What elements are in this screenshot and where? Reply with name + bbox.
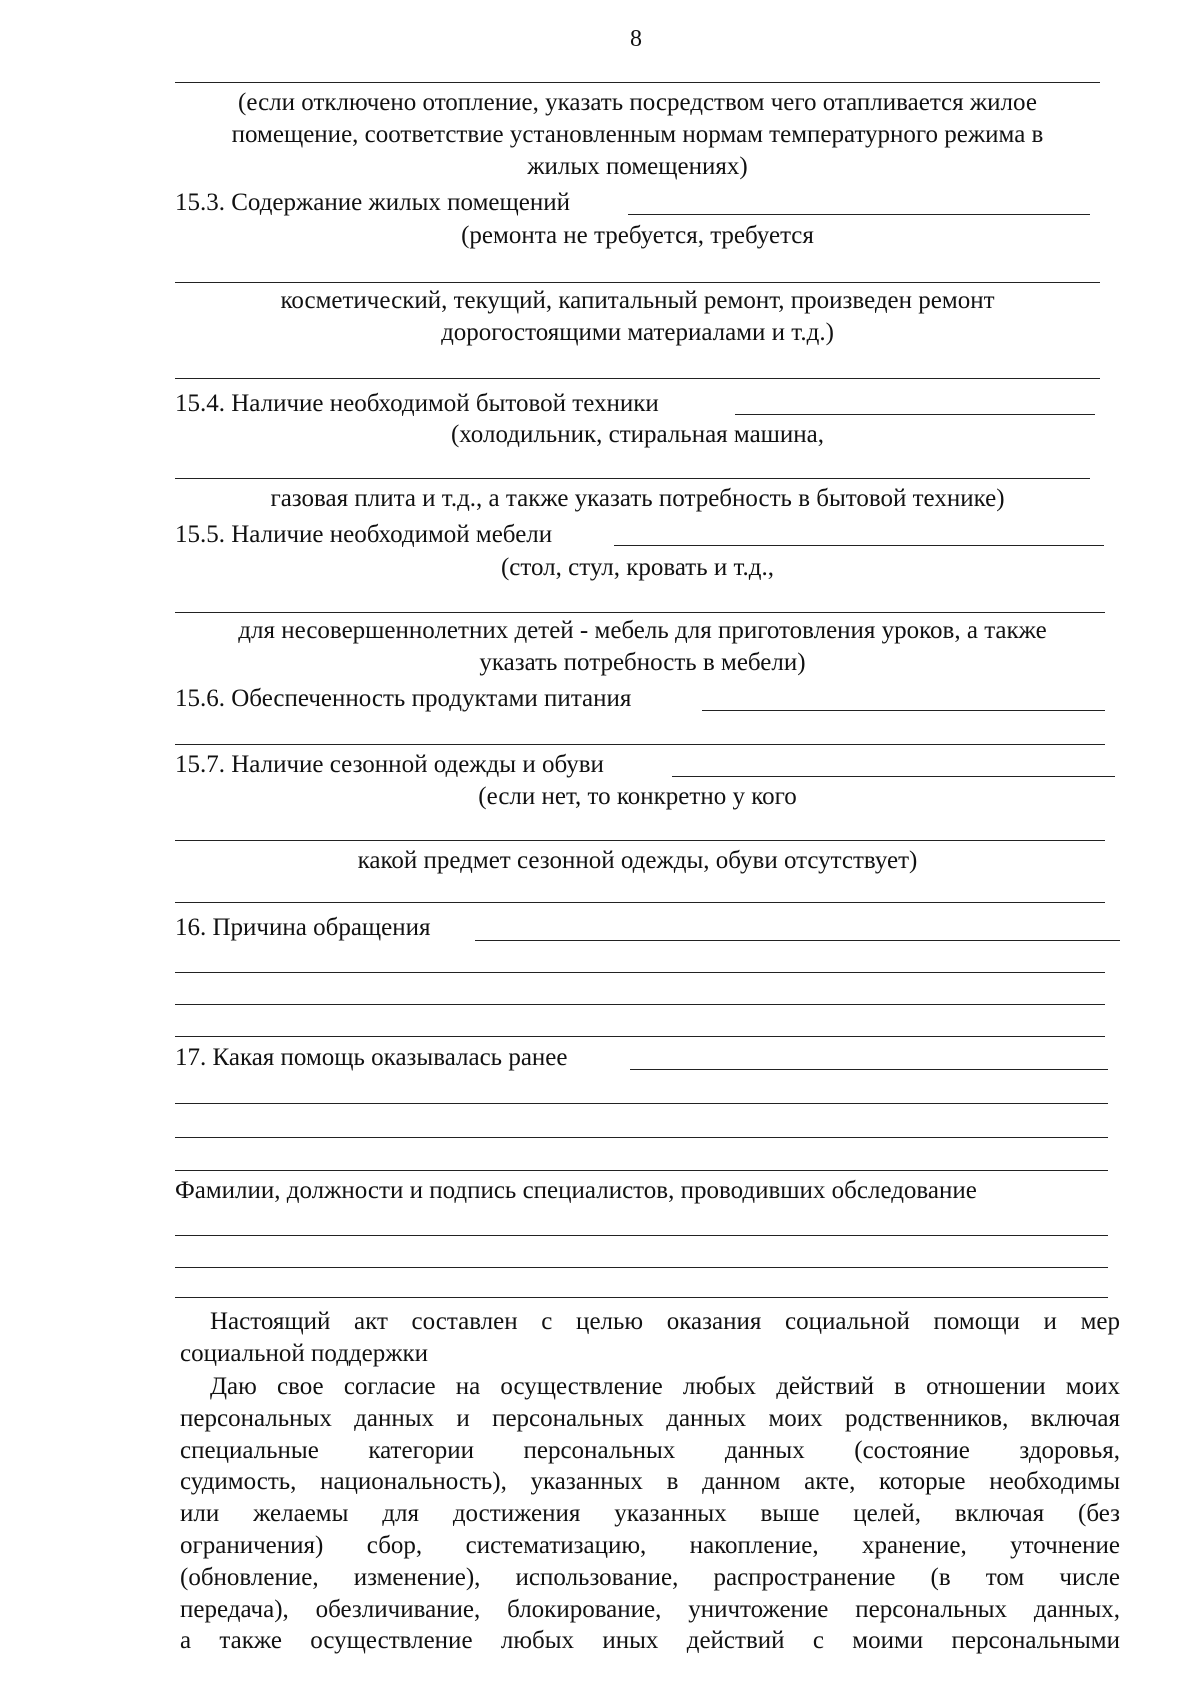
section-15-5-hint-2: для несовершеннолетних детей - мебель для приготовления уроков, а также bbox=[238, 617, 1047, 644]
heating-note-line-1: (если отключено отопление, указать посредством чего отапливается жилое bbox=[238, 89, 1037, 116]
fill-line[interactable] bbox=[175, 1036, 1105, 1037]
fill-line-15-6[interactable] bbox=[702, 710, 1105, 711]
fill-line[interactable] bbox=[175, 1267, 1108, 1268]
purpose-line-1: Настоящий акт составлен с целью оказания социальной помощи и мер bbox=[210, 1308, 1120, 1335]
specialists-label: Фамилии, должности и подпись специалистов, проводивших обследование bbox=[175, 1177, 977, 1204]
fill-line[interactable] bbox=[175, 972, 1105, 973]
section-15-3-hint-3: дорогостоящими материалами и т.д.) bbox=[441, 319, 834, 346]
fill-line-16[interactable] bbox=[475, 940, 1120, 941]
consent-line-3: специальные категории персональных данных (состояние здоровья, bbox=[180, 1436, 1120, 1464]
consent-line-9: а также осуществление любых иных действий с моими персональными bbox=[180, 1627, 1120, 1655]
heating-note-line-3: жилых помещениях) bbox=[527, 153, 748, 180]
section-15-4-hint-2: газовая плита и т.д., а также указать потребность в бытовой технике) bbox=[270, 485, 1005, 512]
section-17-label: 17. Какая помощь оказывалась ранее bbox=[175, 1044, 568, 1071]
section-15-4-hint-1: (холодильник, стиральная машина, bbox=[450, 421, 825, 448]
section-15-3-hint-2: косметический, текущий, капитальный ремонт, произведен ремонт bbox=[280, 287, 995, 314]
purpose-line-2: социальной поддержки bbox=[180, 1339, 429, 1367]
fill-line[interactable] bbox=[175, 378, 1100, 379]
consent-line-6: ограничения) сбор, систематизацию, накопление, хранение, уточнение bbox=[180, 1531, 1120, 1559]
fill-line[interactable] bbox=[175, 1137, 1108, 1138]
heating-note-line-2: помещение, соответствие установленным нормам температурного режима в bbox=[231, 121, 1044, 148]
fill-line[interactable] bbox=[175, 902, 1105, 903]
consent-paragraph bbox=[180, 1371, 1120, 1657]
fill-line[interactable] bbox=[175, 1170, 1108, 1171]
section-15-6-label: 15.6. Обеспеченность продуктами питания bbox=[175, 685, 632, 712]
fill-line-15-5[interactable] bbox=[614, 545, 1104, 546]
consent-line-5: или желаемы для достижения указанных выше целей, включая (без bbox=[180, 1500, 1120, 1528]
consent-line-4: судимость, национальность), указанных в данном акте, которые необходимы bbox=[180, 1468, 1120, 1496]
fill-line-15-7[interactable] bbox=[672, 776, 1115, 777]
purpose-paragraph bbox=[180, 1306, 1120, 1370]
fill-line[interactable] bbox=[175, 1103, 1108, 1104]
section-15-5-label: 15.5. Наличие необходимой мебели bbox=[175, 521, 553, 548]
fill-line-15-4[interactable] bbox=[735, 414, 1095, 415]
fill-line[interactable] bbox=[175, 612, 1105, 613]
fill-line-15-3[interactable] bbox=[628, 214, 1090, 215]
consent-line-8: передача), обезличивание, блокирование, уничтожение персональных данных, bbox=[180, 1595, 1120, 1623]
section-15-7-label: 15.7. Наличие сезонной одежды и обуви bbox=[175, 751, 604, 778]
consent-line-1: Даю свое согласие на осуществление любых действий в отношении моих bbox=[210, 1373, 1120, 1400]
fill-line[interactable] bbox=[175, 840, 1105, 841]
section-15-5-hint-3: указать потребность в мебели) bbox=[479, 649, 806, 676]
fill-line[interactable] bbox=[175, 1297, 1108, 1298]
fill-line[interactable] bbox=[175, 1004, 1105, 1005]
section-15-5-hint-1: (стол, стул, кровать и т.д., bbox=[500, 554, 775, 581]
section-15-7-hint-2: какой предмет сезонной одежды, обуви отсутствует) bbox=[357, 847, 918, 874]
section-16-label: 16. Причина обращения bbox=[175, 914, 431, 941]
fill-line[interactable] bbox=[175, 1235, 1108, 1236]
section-15-3-hint-1: (ремонта не требуется, требуется bbox=[461, 222, 814, 249]
section-15-4-label: 15.4. Наличие необходимой бытовой техники bbox=[175, 390, 659, 417]
consent-line-2: персональных данных и персональных данных моих родственников, включая bbox=[180, 1404, 1120, 1432]
fill-line bbox=[175, 82, 1100, 83]
fill-line[interactable] bbox=[175, 478, 1090, 479]
fill-line[interactable] bbox=[175, 744, 1105, 745]
fill-line-17[interactable] bbox=[630, 1069, 1108, 1070]
consent-line-7: (обновление, изменение), использование, распространение (в том числе bbox=[180, 1563, 1120, 1591]
section-15-3-label: 15.3. Содержание жилых помещений bbox=[175, 189, 570, 216]
section-15-7-hint-1: (если нет, то конкретно у кого bbox=[478, 783, 797, 810]
page-number: 8 bbox=[630, 26, 642, 52]
fill-line[interactable] bbox=[175, 282, 1100, 283]
